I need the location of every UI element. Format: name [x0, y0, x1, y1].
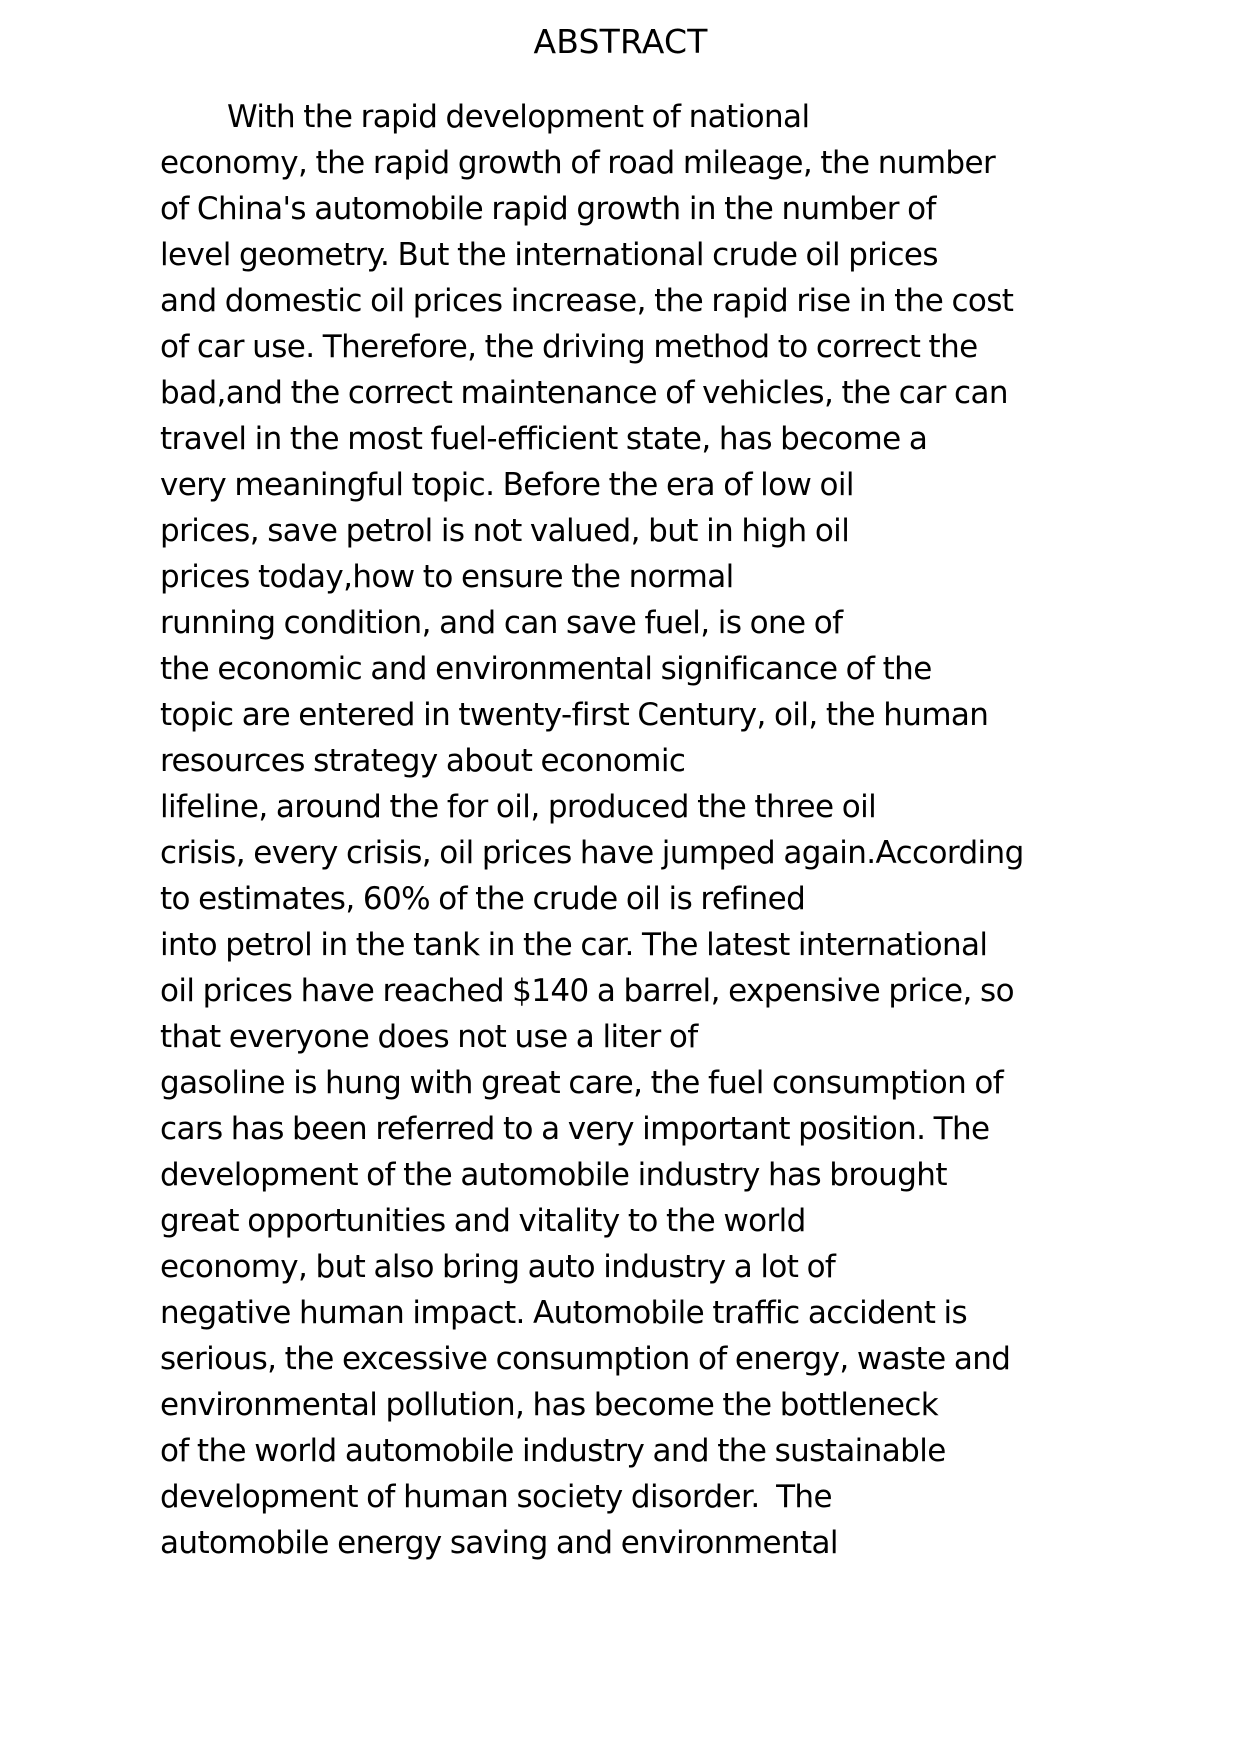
abstract-line: prices, save petrol is not valued, but in high oil [160, 513, 850, 549]
abstract-line: environmental pollution, has become the bottleneck [160, 1387, 939, 1423]
abstract-line: travel in the most fuel-efficient state, has become a [160, 421, 928, 457]
abstract-line: development of human society disorder. The [160, 1479, 832, 1515]
abstract-line: serious, the excessive consumption of energy, waste and [160, 1341, 1011, 1377]
abstract-line: level geometry. But the international crude oil prices [160, 237, 938, 273]
abstract-line: that everyone does not use a liter of [160, 1019, 698, 1055]
abstract-line: very meaningful topic. Before the era of low oil [160, 467, 854, 503]
abstract-line: topic are entered in twenty-first Century, oil, the human [160, 697, 989, 733]
abstract-line: of car use. Therefore, the driving method to correct the [160, 329, 978, 365]
abstract-line: prices today,how to ensure the normal [160, 559, 734, 595]
abstract-heading: ABSTRACT [533, 22, 708, 61]
abstract-line: economy, the rapid growth of road mileage, the number [160, 145, 996, 181]
abstract-line: of the world automobile industry and the sustainable [160, 1433, 946, 1469]
abstract-line: bad,and the correct maintenance of vehicles, the car can [160, 375, 1008, 411]
abstract-line: the economic and environmental significance of the [160, 651, 932, 687]
abstract-line: lifeline, around the for oil, produced the three oil [160, 789, 877, 825]
abstract-line: development of the automobile industry has brought [160, 1157, 947, 1193]
abstract-line: of China's automobile rapid growth in the number of [160, 191, 936, 227]
abstract-line: cars has been referred to a very important position. The [160, 1111, 990, 1147]
abstract-line: automobile energy saving and environmental [160, 1525, 838, 1561]
abstract-line: oil prices have reached $140 a barrel, expensive price, so [160, 973, 1014, 1009]
abstract-line: great opportunities and vitality to the world [160, 1203, 806, 1239]
abstract-line: gasoline is hung with great care, the fuel consumption of [160, 1065, 1004, 1101]
abstract-line: into petrol in the tank in the car. The latest international [160, 927, 988, 963]
abstract-line: negative human impact. Automobile traffic accident is [160, 1295, 968, 1331]
abstract-body [160, 94, 1120, 1566]
abstract-line: economy, but also bring auto industry a lot of [160, 1249, 836, 1285]
abstract-line: and domestic oil prices increase, the rapid rise in the cost [160, 283, 1014, 319]
abstract-line: With the rapid development of national [227, 99, 810, 135]
abstract-line: to estimates, 60% of the crude oil is refined [160, 881, 806, 917]
abstract-line: resources strategy about economic [160, 743, 686, 779]
abstract-line: crisis, every crisis, oil prices have jumped again.According [160, 835, 1024, 871]
abstract-line: running condition, and can save fuel, is one of [160, 605, 843, 641]
